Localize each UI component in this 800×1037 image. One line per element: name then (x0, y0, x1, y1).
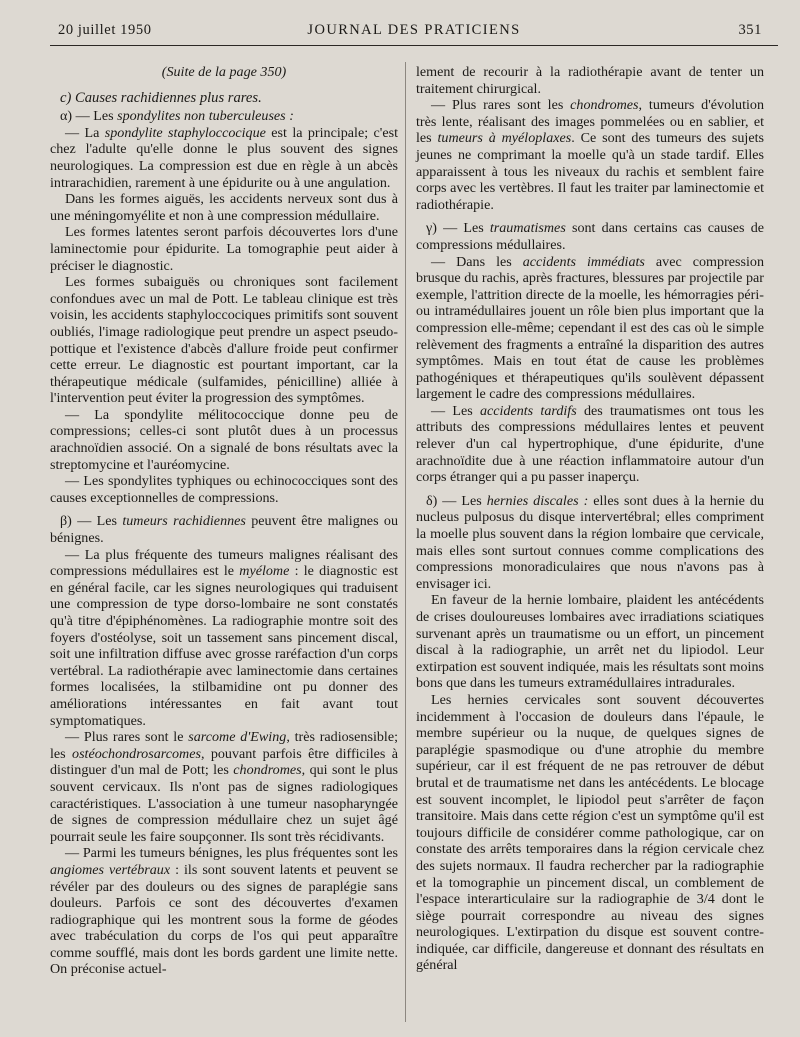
paragraph: Les formes latentes seront parfois découvertes lors d'une laminectomie pour épidurite. La tomographie peut aider à préciser le diagnostic. (50, 224, 398, 274)
section-heading: c) Causes rachidiennes plus rares. (60, 89, 262, 106)
gamma-heading: γ) — Les traumatismes sont dans certains cas causes de compressions médullaires. (416, 220, 764, 253)
paragraph: — La spondylite staphyloccocique est la principale; c'est chez l'adulte qu'elle donne le plus souvent des signes neurologiques. La compression est due en règle à un abcès intrarachidien, rarement à une épidurite ou à une angulation. (50, 124, 398, 191)
alpha-heading: α) — Les spondylites non tuberculeuses : (60, 108, 294, 125)
paragraph: — Plus rares sont le sarcome d'Ewing, très radiosensible; les ostéochondrosarcomes, pouvant parfois être difficiles à distinguer d'un mal de Pott; les chondromes, qui sont le plus souvent cervicaux. Ils n'ont pas de signes radiologiques caractéristiques. L'association à une tumeur nasopharyngée de signes de compression médullaire chez un sujet âgé pourrait seule les faire soupçonner. Ils sont très récidivants. (50, 729, 399, 845)
column-divider (405, 62, 406, 1022)
running-header (58, 22, 770, 46)
paragraph: — La plus fréquente des tumeurs malignes réalisant des compressions médullaires est le myélome : le diagnostic est en général facile, car les signes neurologiques qui traduisent une compression de type dorso-lombaire ne sont constatés qu'à titre d'épiphénomènes. La radiographie montre soit des foyers d'ostéolyse, soit un tassement sans pincement discal, soit une infiltration diffuse avec grosse raréfaction d'un corps vertébral. La radiothérapie avec laminectomie dans certaines formes localisées, la stilbamidine ont pu donner des améliorations intéressantes en fait avant tout symptomatiques. (50, 546, 398, 729)
paragraph: — Les spondylites typhiques ou echinococciques sont des causes exceptionnelles de compressions. (50, 473, 398, 506)
paragraph: Les formes subaiguës ou chroniques sont facilement confondues avec un mal de Pott. Le tableau clinique est très voisin, les accidents staphyloccociques primitifs sont souvent oubliés, l'image radiologique peut prendre un aspect pseudo-pottique et l'existence d'abcès d'allure froide peut confirmer cette erreur. Le diagnostic est pourtant important, car la thérapeutique médicale (sulfamides, pénicilline) alliée à l'intervention peut éviter la progression des symptômes. (50, 274, 398, 407)
paragraph: — Parmi les tumeurs bénignes, les plus fréquentes sont les angiomes vertébraux : ils sont souvent latents et peuvent se révéler par des douleurs ou des signes de paraplégie sans douleurs. Parfois ce sont des découvertes d'examen radiographique qui les montrent sous la forme de géodes avec trabéculation du corps de l'os qui peut apparaître comme soufflé, mais dont les bords gardent une limite nette. On préconise actuel- (50, 845, 398, 978)
paragraph: — Les accidents tardifs des traumatismes ont tous les attributs des compressions médullaires lentes et peuvent relever d'un cal hypertrophique, d'une épidurite, d'une arachnoïdite due à une réaction inflammatoire autour d'un corps étranger qui a pu passer inaperçu. (416, 402, 764, 486)
journal-title: JOURNAL DES PRATICIENS (307, 22, 521, 38)
beta-heading: β) — Les tumeurs rachidiennes peuvent être malignes ou bénignes. (50, 513, 398, 547)
left-column (50, 64, 398, 978)
paragraph: — Plus rares sont les chondromes, tumeurs d'évolution très lente, réalisant des images pommelées ou en sablier, et les tumeurs à myéloplaxes. Ce sont des tumeurs des sujets jeunes ne comprimant la moelle qu'à un stade tardif. Elles apparaissent à tous les niveaux du rachis et semblent faire corps avec les vertèbres. Il faut les traiter par laminectomie et radiothérapie. (416, 97, 764, 213)
paragraph: En faveur de la hernie lombaire, plaident les antécédents de crises douloureuses lombaires avec irradiations sciatiques survenant après un traumatisme ou un effort, un pincement discal à la radiographie, un arrêt net du lipiodol. Leur extirpation est souvent indiquée, mais les résultats sont moins bons que dans les tumeurs extramédullaires intradurales. (416, 592, 764, 692)
page-number: 351 (738, 22, 762, 38)
paragraph: — La spondylite mélitococcique donne peu de compressions; celles-ci sont plutôt dues à un processus arachnoïdien associé. On a signalé de bons résultats avec la streptomycine et l'auréomycine. (50, 406, 398, 473)
right-column (416, 64, 764, 974)
header-rule (50, 45, 778, 46)
delta-heading: δ) — Les hernies discales : elles sont dues à la hernie du nucleus pulposus du disque intervertébral; elles compriment la moelle plus souvent dans la région lombaire que cervicale, mais elles sont surtout connues comme complications des compressions monoradiculaires que nous n'avons pas à envisager ici. (416, 492, 764, 592)
header-date: 20 juillet 1950 (58, 22, 152, 38)
paragraph: Les hernies cervicales sont souvent découvertes incidemment à l'occasion de douleurs dans l'épaule, le membre supérieur ou la nuque, de quelques signes de paraplégie spasmodique ou d'une atrophie du membre supérieur, car il est fréquent de ne pas retrouver de début brutal et de traumatisme net dans les antécédents. Le blocage est souvent incomplet, le lipiodol peut s'arrêter de façon transitoire. Mais dans cette région c'est un symptôme qu'il est toujours difficile de considérer comme pathologique, car on constate des arrêts temporaires dans la région cervicale chez des sujets normaux. Il faudra rechercher par la radiographie et la tomographie un pincement discal, un comblement de l'espace interarticulaire sur la radiographie de 3/4 dont le siège pourrait correspondre au niveau des signes neurologiques. L'extirpation du disque est souvent contre-indiquée, car difficile, dangereuse et donnant des résultats en général (416, 691, 764, 974)
paragraph: Dans les formes aiguës, les accidents nerveux sont dus à une méningomyélite et non à une compression médullaire. (50, 191, 398, 224)
paragraph: — Dans les accidents immédiats avec compression brusque du rachis, après fractures, blessures par projectile par exemple, l'attrition directe de la moelle, les hémorragies péri- ou intramédullaires jouent un rôle bien plus important que la compression elle-même; cependant il est des cas où le simple relèvement des fragments a entraîné la disparition des autres symptômes. Mais en tout état de cause les problèmes pathogéniques et thérapeutiques qu'ils soulèvent dépassent largement le cadre des compressions médullaires. (416, 253, 764, 403)
continuation-note: (Suite de la page 350) (161, 64, 287, 80)
paragraph: lement de recourir à la radiothérapie avant de tenter un traitement chirurgical. (416, 64, 764, 97)
